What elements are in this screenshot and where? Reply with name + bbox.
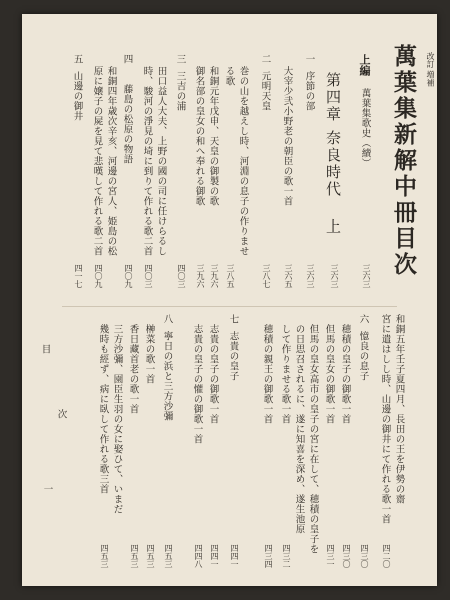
toc-title: 志貴の皇子 — [227, 331, 239, 382]
toc-page: 四五三 — [130, 544, 139, 568]
toc-num: 四 — [121, 54, 133, 64]
toc-entry: 志貴の皇子の御歌一首 — [207, 324, 219, 424]
toc-page: 四〇三 — [177, 264, 186, 288]
toc-entry: 志貴の皇子の懽の御歌一首 — [191, 324, 203, 444]
toc-num: 三 — [174, 54, 186, 64]
toc-page: 四五三 — [146, 544, 155, 568]
margin-note: 目 — [39, 344, 51, 354]
margin-note: 次 — [55, 409, 67, 419]
toc-page: 四四一 — [210, 544, 219, 568]
toc-entry: 幾時も經ず、病に臥して作れる歌三首 — [97, 324, 109, 494]
toc-page: 三八七 — [262, 264, 271, 288]
toc-entry: 三方沙彌、園臣生羽の女に娶ひて、いまだ — [111, 324, 123, 514]
chapter-heading — [325, 72, 340, 235]
toc-page: 四三四 — [264, 544, 273, 568]
toc-entry — [162, 314, 172, 421]
toc-entry: 但馬の皇女の御歌一首 — [323, 324, 335, 424]
toc-page: 四〇九 — [94, 264, 103, 288]
toc-page: 四三〇 — [342, 544, 351, 568]
toc-num: 二 — [259, 54, 271, 64]
toc-entry: 穂積の親王の御歌一首 — [261, 324, 273, 424]
toc-entry: して作りませる歌一首 — [279, 324, 291, 424]
toc-page: 三九六 — [210, 264, 219, 288]
section-page: 三六三 — [362, 264, 371, 288]
toc-num: 一 — [303, 54, 315, 64]
chapter-page: 三六三 — [330, 264, 339, 288]
toc-entry: 和銅元年戊申、天皇の御製の歌 — [207, 66, 219, 206]
toc-entry: 穂積の皇子の御歌一首 — [339, 324, 351, 424]
toc-page: 三六三 — [306, 264, 315, 288]
chapter-sub: 上 — [324, 218, 342, 236]
toc-entry — [72, 54, 82, 121]
toc-page: 四二〇 — [382, 544, 391, 568]
toc-page: 三六五 — [284, 264, 293, 288]
toc-title: 山邊の御井 — [71, 71, 83, 122]
toc-page: 四三二 — [282, 544, 291, 568]
toc-entry: る歌 — [223, 66, 235, 86]
toc-title: 憶良の息子 — [357, 331, 369, 382]
toc-entry: 宮に遣はしし時、山邊の御井にて作れる歌一首 — [379, 314, 391, 524]
toc-entry: 大宰少弐小野老の朝臣の歌一首 — [281, 66, 293, 206]
toc-title: 序節の部 — [303, 71, 315, 112]
toc-entry: 藤島の松原の物語 — [121, 84, 133, 164]
toc-page: 四三一 — [326, 544, 335, 568]
toc-page: 三九六 — [196, 264, 205, 288]
section-divider — [62, 306, 397, 307]
toc-page: 四五三 — [164, 544, 173, 568]
toc-page: 四一七 — [74, 264, 83, 288]
toc-num: 七 — [227, 314, 239, 324]
toc-entry: 御名部の皇女の和へ奉れる御歌 — [193, 66, 205, 206]
toc-page: 四〇九 — [124, 264, 133, 288]
toc-entry — [358, 314, 368, 381]
toc-entry — [228, 314, 238, 381]
book-page — [22, 14, 437, 586]
edition-note: 改訂 増補 — [426, 52, 435, 87]
toc-entry: 榊菜の歌一首 — [143, 324, 155, 384]
toc-num: 八 — [161, 314, 173, 324]
toc-entry: の日思召されるに、遂に知喜を深め、遂生池原 — [293, 324, 305, 534]
chapter-number: 第四章 — [324, 72, 342, 123]
toc-page: 四四一 — [230, 544, 239, 568]
toc-entry: 原に嬢子の屍を見て悲嘆して作れる歌二首 — [91, 66, 103, 256]
toc-entry — [304, 54, 314, 111]
toc-entry — [260, 54, 270, 111]
toc-entry: 田口益人大夫、上野の國の司に任けらるし — [155, 66, 167, 256]
toc-page: 四五三 — [100, 544, 109, 568]
toc-entry: 和銅四年歳次辛亥、河邊の宮人、姫島の松 — [105, 66, 117, 256]
section-title: 萬葉集歌史（續） — [359, 88, 371, 168]
toc-title: 三吉の浦 — [174, 71, 186, 112]
toc-page: 四三〇 — [360, 544, 369, 568]
toc-entry: 時、駿河の淨見の埼に到りて作れる歌二首 — [141, 66, 153, 256]
section-label: 上編 — [358, 54, 371, 76]
toc-page: 三八五 — [226, 264, 235, 288]
toc-num: 六 — [357, 314, 369, 324]
toc-num: 五 — [71, 54, 83, 64]
chapter-title: 奈良時代 — [324, 129, 342, 198]
toc-page: 四〇三 — [144, 264, 153, 288]
toc-entry: 香日藏首老の歌一首 — [127, 324, 139, 414]
toc-entry: 和銅五年壬子夏四月、長田の王を伊勢の齋 — [393, 314, 405, 504]
page-title: 萬葉集新解中冊目次 — [390, 44, 417, 278]
toc-page: 四四八 — [194, 544, 203, 568]
toc-title: 寧日の浜と三方沙彌 — [161, 331, 173, 422]
toc-entry: 巻の山を越えし時、河淵の息子の作りませ — [237, 66, 249, 256]
toc-entry: 但馬の皇女高市の皇子の宮に在して、穂積の皇子を — [307, 324, 319, 554]
toc-title: 元明天皇 — [259, 71, 271, 112]
toc-entry — [175, 54, 185, 111]
page-number: 一 — [41, 484, 53, 494]
